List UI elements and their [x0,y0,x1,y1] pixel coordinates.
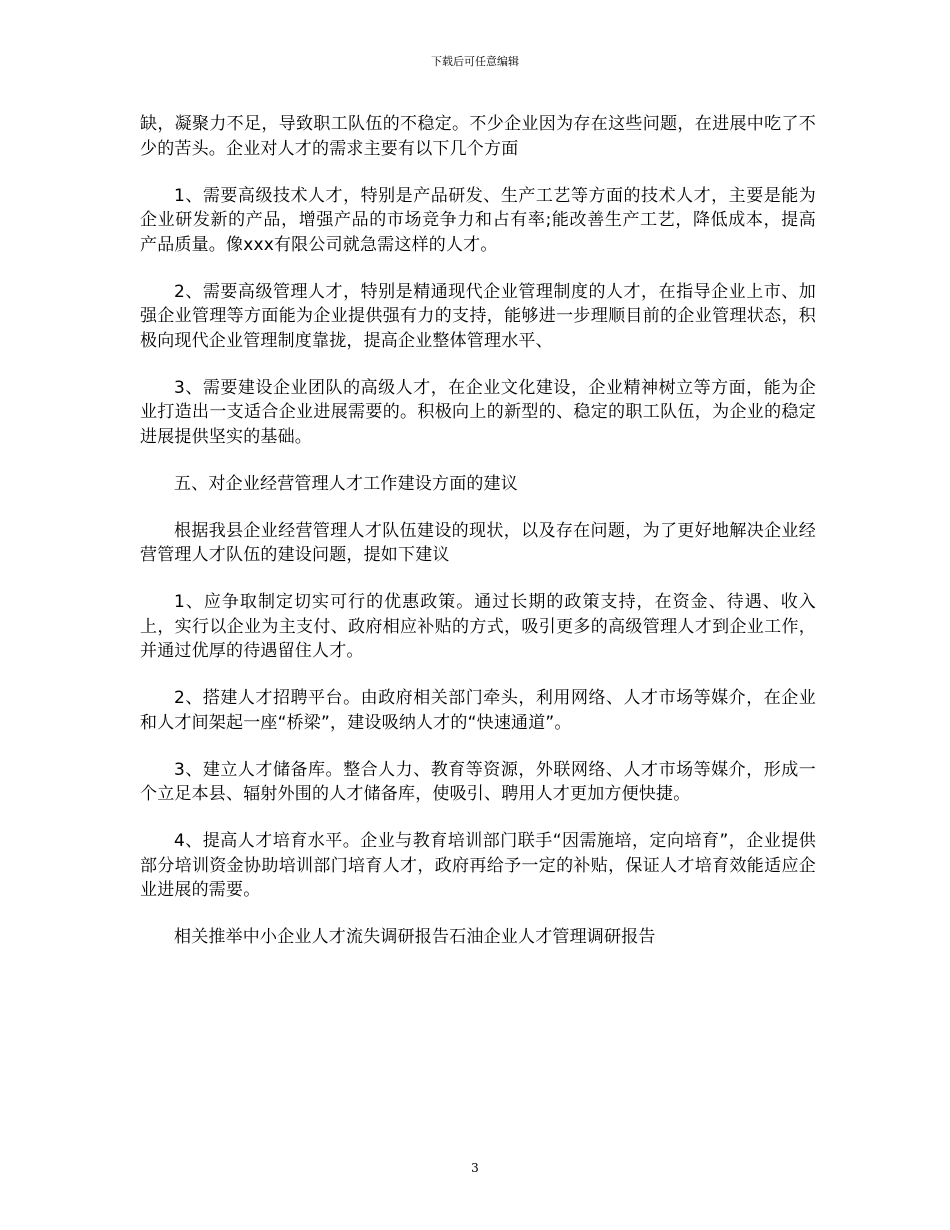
document-body [140,112,816,972]
paragraph-suggestion-reserve: 3、建立人才储备库。整合人力、教育等资源，外联网络、人才市场等媒介，形成一个立足本县、辐射外围的人才储备库，使吸引、聘用人才更加方便快捷。 [140,759,816,804]
paragraph-suggestion-training: 4、提高人才培育水平。企业与教育培训部门联手“因需施培，定向培育”，企业提供部分培训资金协助培训部门培育人才，政府再给予一定的补贴，保证人才培育效能适应企业进展的需要。 [140,831,816,900]
paragraph-intro-suggestions: 根据我县企业经营管理人才队伍建设的现状，以及存在问题，为了更好地解决企业经营管理人才队伍的建设问题，提如下建议 [140,520,816,565]
page-number: 3 [471,1161,479,1175]
paragraph-team-talent: 3、需要建设企业团队的高级人才，在企业文化建设，企业精神树立等方面，能为企业打造出一支适合企业进展需要的。积极向上的新型的、稳定的职工队伍，为企业的稳定进展提供坚实的基础。 [140,377,816,447]
paragraph-continuation: 缺，凝聚力不足，导致职工队伍的不稳定。不少企业因为存在这些问题，在进展中吃了不少的苦头。企业对人才的需求主要有以下几个方面 [140,114,816,159]
paragraph-management-talent: 2、需要高级管理人才，特别是精通现代企业管理制度的人才，在指导企业上市、加强企业管理等方面能为企业提供强有力的支持，能够进一步理顺目前的企业管理状态，积极向现代企业管理制度靠拢，提高企业整体管理水平、 [140,281,816,351]
page-header: 下载后可任意编辑 [431,55,519,68]
section-heading: 五、对企业经营管理人才工作建设方面的建议 [174,473,518,494]
paragraph-suggestion-platform: 2、搭建人才招聘平台。由政府相关部门牵头，利用网络、人才市场等媒介，在企业和人才间架起一座“桥梁”，建设吸纳人才的“快速通道”。 [140,688,816,733]
paragraph-related-links: 相关推举中小企业人才流失调研报告石油企业人才管理调研报告 [174,927,656,947]
paragraph-suggestion-policy: 1、应争取制定切实可行的优惠政策。通过长期的政策支持，在资金、待遇、收入上，实行以企业为主支付、政府相应补贴的方式，吸引更多的高级管理人才到企业工作，并通过优厚的待遇留住人才。 [140,592,816,661]
paragraph-tech-talent: 1、需要高级技术人才，特别是产品研发、生产工艺等方面的技术人才，主要是能为企业研发新的产品，增强产品的市场竞争力和占有率;能改善生产工艺，降低成本，提高产品质量。像xxx有限公司就急需这样的人才。 [140,185,816,255]
